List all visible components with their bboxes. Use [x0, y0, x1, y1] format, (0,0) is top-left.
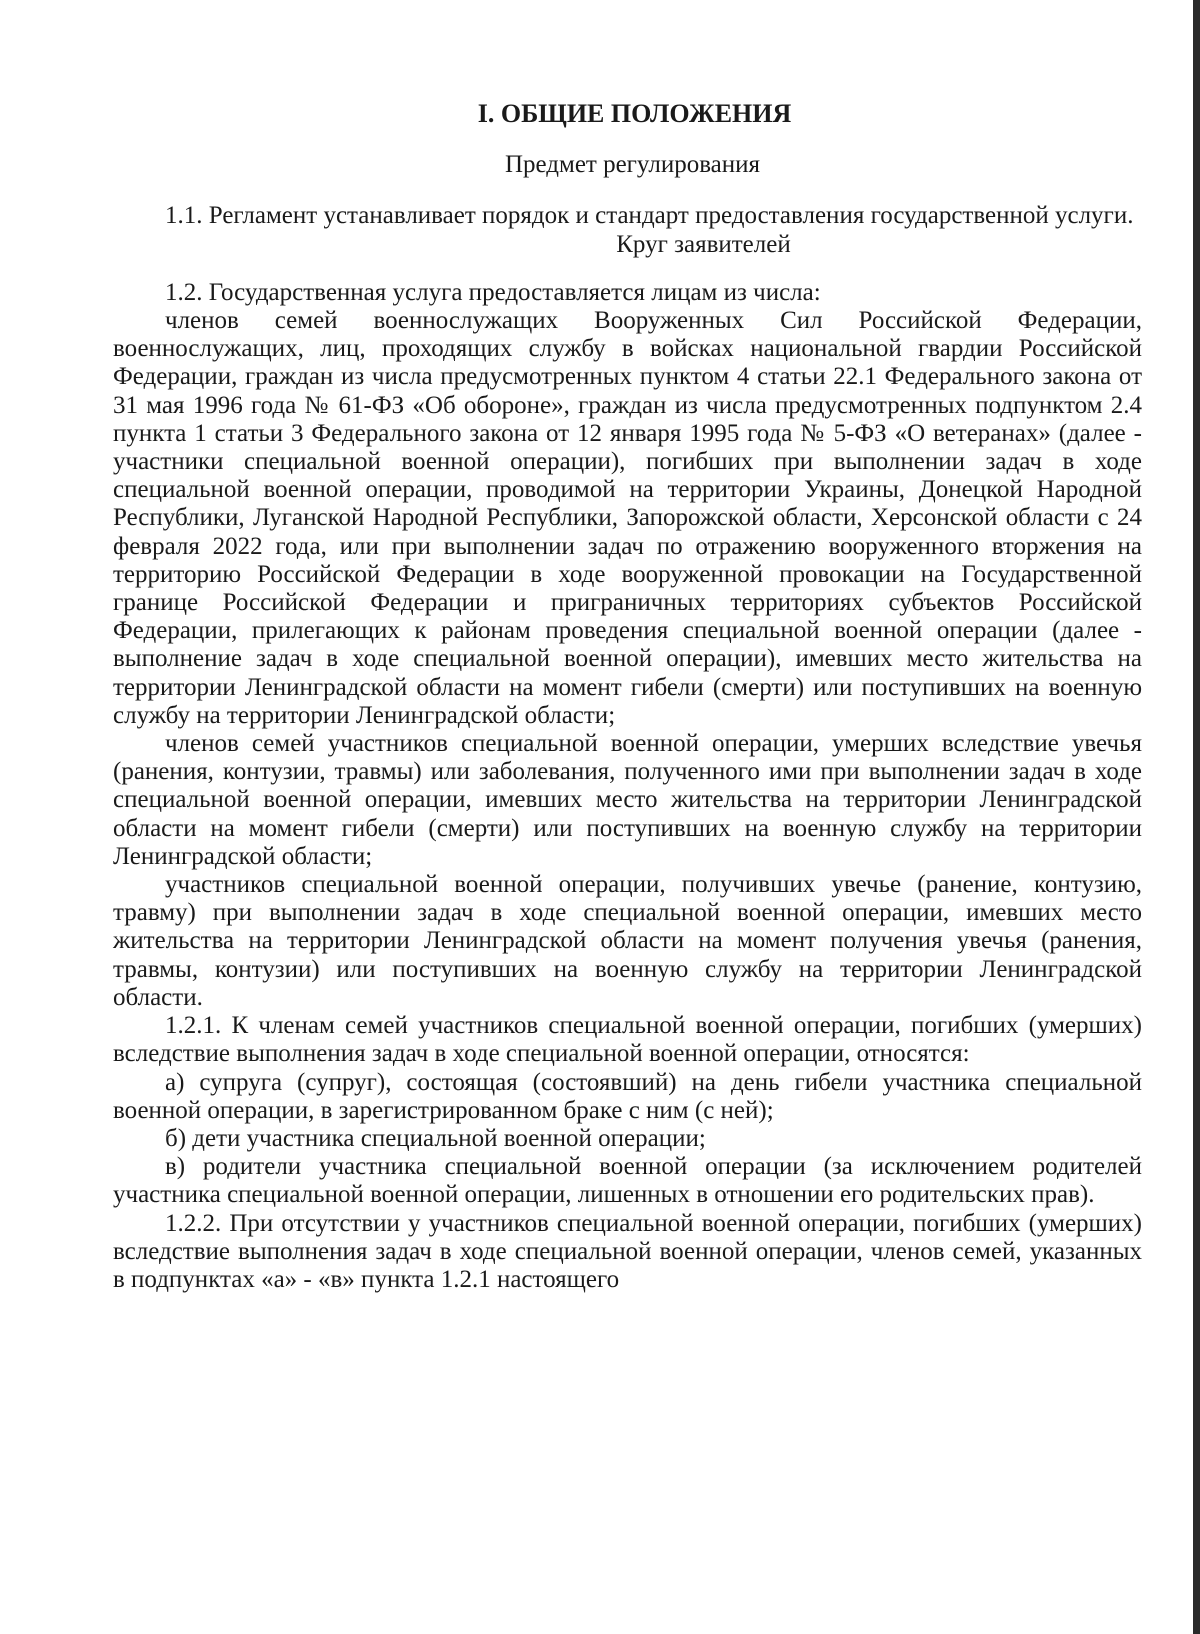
subitem-a: а) супруга (супруг), состоящая (состоявший) на день гибели участника специальной военной операции, в зарегистрированном браке с ним (с ней);: [113, 1068, 1142, 1124]
subitem-v: в) родители участника специальной военной операции (за исключением родителей участника специальной военной операции, лишенных в отношении его родительских прав).: [113, 1153, 1142, 1209]
paragraph-1-2-2: 1.2.2. При отсутствии у участников специальной военной операции, погибших (умерших) вследствие выполнения задач в ходе специальной военной операции, членов семей, указанных в подпунктах «а» - «в» пункта 1.2.1 настоящего: [113, 1209, 1142, 1293]
paragraph-1-1: 1.1. Регламент устанавливает порядок и стандарт предоставления государственной услуги.: [165, 202, 1134, 230]
paragraph-1-2-1: 1.2.1. К членам семей участников специальной военной операции, погибших (умерших) вследствие выполнения задач в ходе специальной военной операции, относятся:: [113, 1012, 1142, 1068]
list-item-families-of-deceased: членов семей военнослужащих Вооруженных Сил Российской Федерации, военнослужащих, лиц, проходящих службу в войсках национальной гвардии Российской Федерации, граждан из числа предусмотренных пунктом 4 статьи 22.1 Федерального закона от 31 мая 1996 года № 61-ФЗ «Об обороне», граждан из числа предусмотренных подпунктом 2.4 пункта 1 статьи 3 Федерального закона от 12 января 1995 года № 5-ФЗ «О ветеранах» (далее - участники специальной военной операции), погибших при выполнении задач в ходе специальной военной операции, проводимой на территории Украины, Донецкой Народной Республики, Луганской Народной Республики, Запорожской области, Херсонской области с 24 февраля 2022 года, или при выполнении задач по отражению вооруженного вторжения на территорию Российской Федерации в ходе вооруженной провокации на Государственной границе Российской Федерации и приграничных территориях субъектов Российской Федерации, прилегающих к районам проведения специальной военной операции (далее - выполнение задач в ходе специальной военной операции), имевших место жительства на территории Ленинградской области на момент гибели (смерти) или поступивших на военную службу на территории Ленинградской области;: [113, 307, 1142, 729]
subitem-b: б) дети участника специальной военной операции;: [165, 1124, 706, 1152]
list-item-families-of-died-from-injury: членов семей участников специальной военной операции, умерших вследствие увечья (ранения, контузии, травмы) или заболевания, полученного ими при выполнении задач в ходе специальной военной операции, имевших место жительства на территории Ленинградской области на момент гибели (смерти) или поступивших на военную службу на территории Ленинградской области;: [113, 730, 1142, 870]
applicants-heading: Круг заявителей: [616, 230, 791, 258]
subject-heading: Предмет регулирования: [504, 151, 761, 179]
list-item-injured-participants: участников специальной военной операции, получивших увечье (ранение, контузию, травму) при выполнении задач в ходе специальной военной операции, имевших место жительства на территории Ленинградской области на момент получения увечья (ранения, травмы, контузии) или поступивших на военную службу на территории Ленинградской области.: [113, 871, 1142, 1011]
section-title: I. ОБЩИЕ ПОЛОЖЕНИЯ: [477, 99, 792, 128]
scan-edge-shadow: [1193, 0, 1200, 1634]
paragraph-1-2: 1.2. Государственная услуга предоставляется лицам из числа:: [165, 278, 821, 306]
